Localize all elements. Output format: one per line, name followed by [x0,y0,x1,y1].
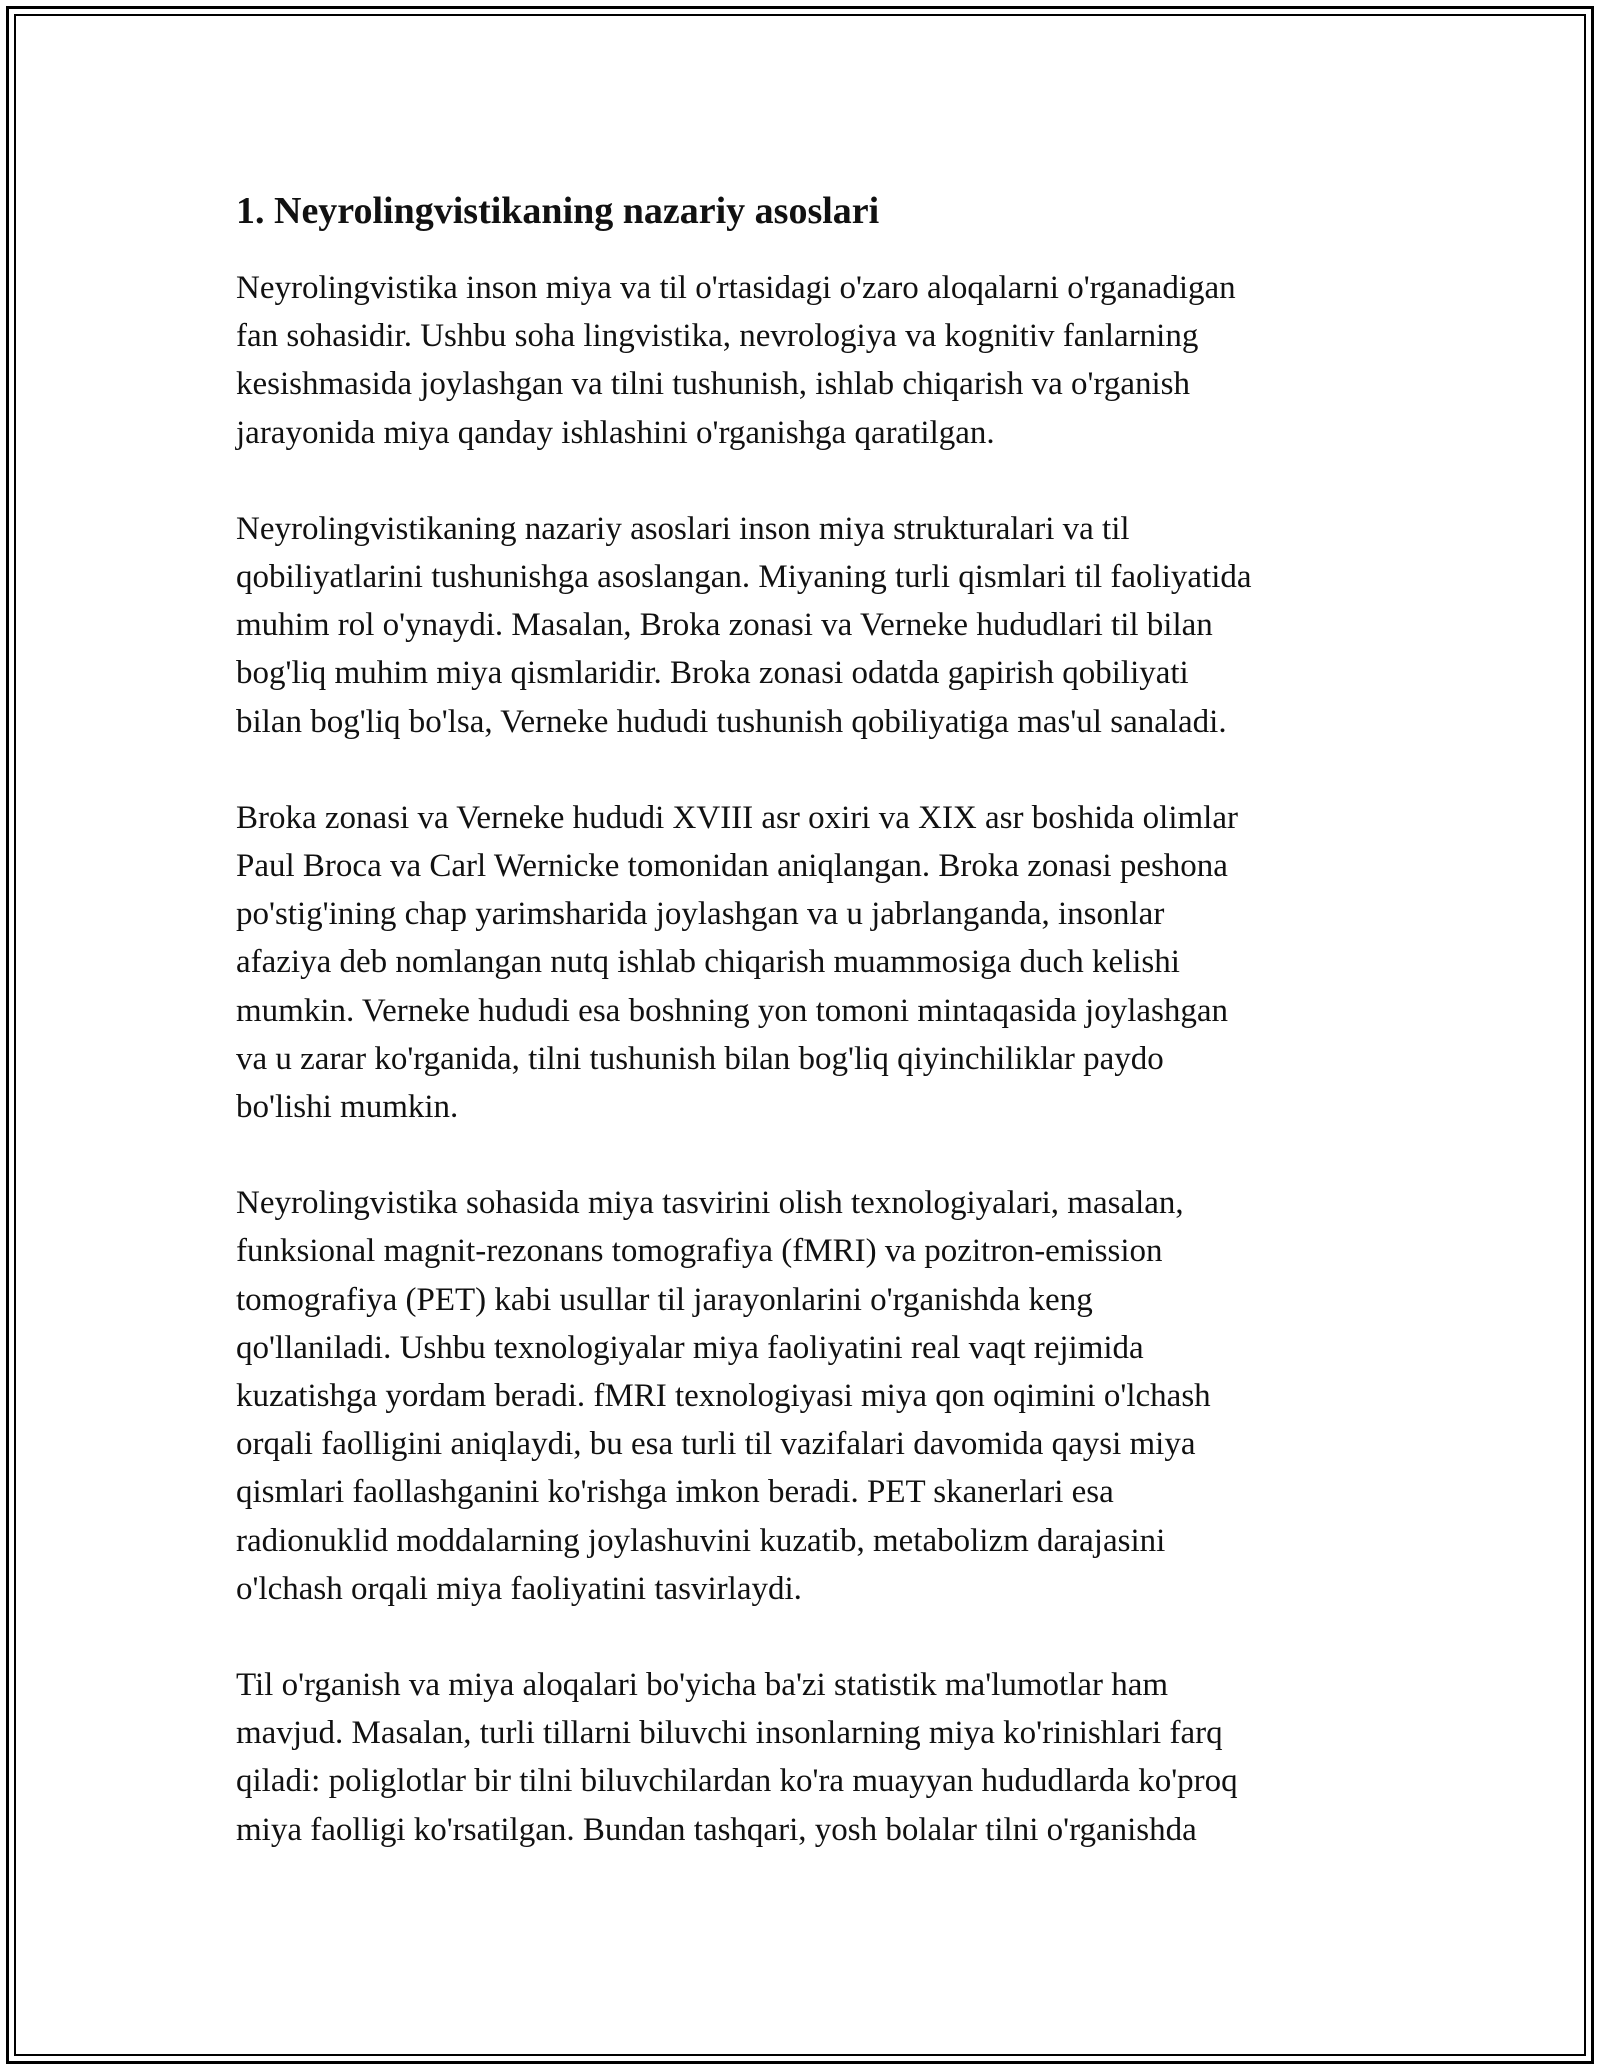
paragraph-line: tomografiya (PET) kabi usullar til jarayonlarini o'rganishda keng [236,1281,1093,1318]
paragraph-line: fan sohasidir. Ushbu soha lingvistika, nevrologiya va kognitiv fanlarning [236,318,1199,355]
paragraph-list [236,264,1376,1854]
paragraph-line: Neyrolingvistika sohasida miya tasvirini olish texnologiyalari, masalan, [236,1185,1184,1222]
paragraph-line: Broka zonasi va Verneke hududi XVIII asr oxiri va XIX asr boshida olimlar [236,799,1238,836]
paragraph-line: qobiliyatlarini tushunishga asoslangan. Miyaning turli qismlari til faoliyatida [236,559,1252,596]
paragraph [236,794,1376,1131]
paragraph-line: Neyrolingvistika inson miya va til o'rtasidagi o'zaro aloqalarni o'rganadigan [236,270,1236,306]
section-heading: 1. Neyrolingvistikaning nazariy asoslari [236,190,880,232]
paragraph-line: po'stig'ining chap yarimsharida joylashgan va u jabrlanganda, insonlar [236,896,1165,933]
paragraph [236,1179,1376,1613]
paragraph-line: miya faolligi ko'rsatilgan. Bundan tashqari, yosh bolalar tilni o'rganishda [236,1811,1197,1848]
document-body [236,186,1376,1854]
paragraph-line: muhim rol o'ynaydi. Masalan, Broka zonasi va Verneke hududlari til bilan [236,607,1213,644]
paragraph-line: funksional magnit-rezonans tomografiya (fMRI) va pozitron-emission [236,1233,1163,1270]
paragraph-line: afaziya deb nomlangan nutq ishlab chiqarish muammosiga duch kelishi [236,944,1180,981]
paragraph-line: Paul Broca va Carl Wernicke tomonidan aniqlangan. Broka zonasi peshona [236,848,1228,885]
paragraph-line: bog'liq muhim miya qismlaridir. Broka zonasi odatda gapirish qobiliyati [236,655,1189,692]
paragraph-line: radionuklid moddalarning joylashuvini kuzatib, metabolizm darajasini [236,1522,1166,1559]
paragraph-line: mumkin. Verneke hududi esa boshning yon tomoni mintaqasida joylashgan [236,992,1229,1029]
paragraph-line: qismlari faollashganini ko'rishga imkon beradi. PET skanerlari esa [236,1474,1114,1511]
paragraph [236,264,1376,457]
paragraph-line: Til o'rganish va miya aloqalari bo'yicha ba'zi statistik ma'lumotlar ham [236,1667,1169,1704]
paragraph-line: o'lchash orqali miya faoliyatini tasvirlaydi. [236,1570,802,1607]
paragraph-line: qo'llaniladi. Ushbu texnologiyalar miya faoliyatini real vaqt rejimida [236,1329,1144,1366]
paragraph-line: qiladi: poliglotlar bir tilni biluvchilardan ko'ra muayyan hududlarda ko'proq [236,1763,1238,1800]
paragraph-line: orqali faolligini aniqlaydi, bu esa turli til vazifalari davomida qaysi miya [236,1426,1196,1463]
paragraph-line: kesishmasida joylashgan va tilni tushunish, ishlab chiqarish va o'rganish [236,366,1190,403]
paragraph-line: bo'lishi mumkin. [236,1089,459,1126]
paragraph-line: bilan bog'liq bo'lsa, Verneke hududi tushunish qobiliyatiga mas'ul sanaladi. [236,703,1227,740]
paragraph-line: mavjud. Masalan, turli tillarni biluvchi insonlarning miya ko'rinishlari farq [236,1715,1223,1752]
paragraph-line: kuzatishga yordam beradi. fMRI texnologiyasi miya qon oqimini o'lchash [236,1378,1211,1415]
paragraph-line: va u zarar ko'rganida, tilni tushunish bilan bog'liq qiyinchiliklar paydo [236,1040,1164,1077]
paragraph [236,1661,1376,1854]
paragraph-line: Neyrolingvistikaning nazariy asoslari inson miya strukturalari va til [236,510,1130,547]
paragraph [236,505,1376,746]
paragraph-line: jarayonida miya qanday ishlashini o'rganishga qaratilgan. [236,414,995,451]
